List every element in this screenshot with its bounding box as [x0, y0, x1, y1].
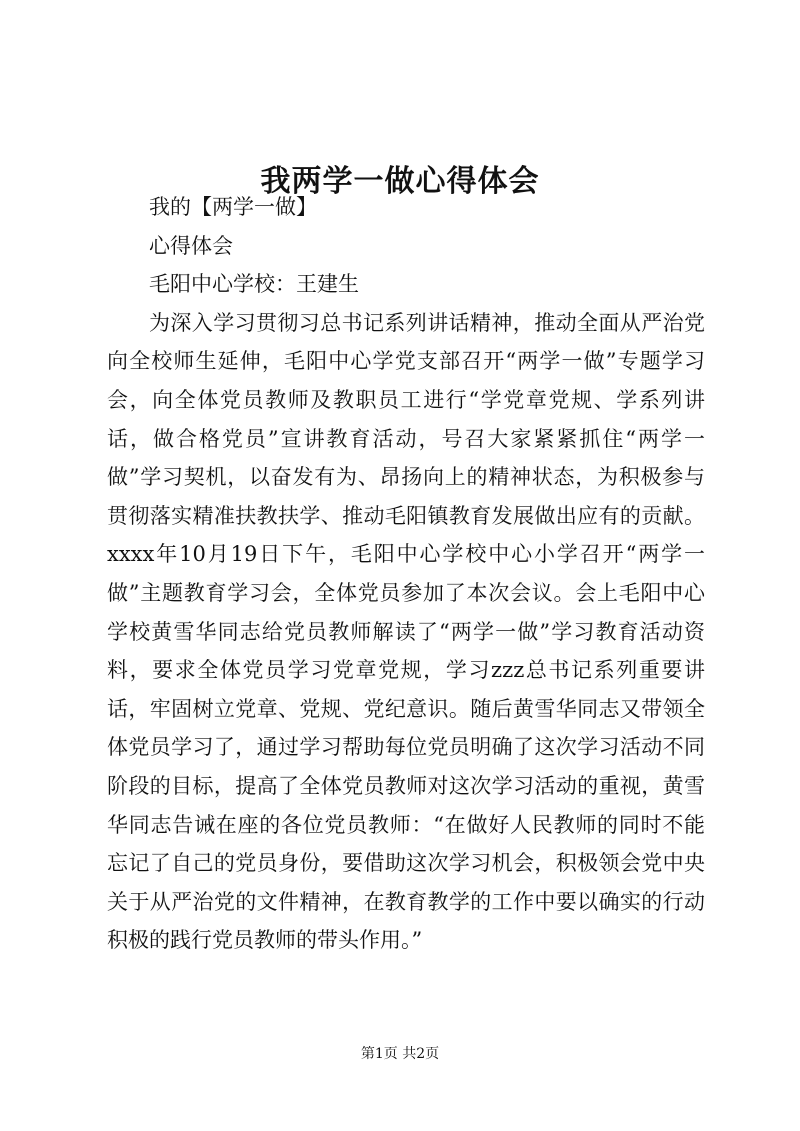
body-paragraph: 为深入学习贯彻习总书记系列讲话精神，推动全面从严治党向全校师生延伸，毛阳中心学党支部召开“两学一做”专题学习会，向全体党员教师及教职员工进行“学党章党规、学系列讲话，做合格党员”宣讲教育活动，号召大家紧紧抓住“两学一做”学习契机，以奋发有为、昂扬向上的精神状态，为积极参与贯彻落实精准扶教扶学、推动毛阳镇教育发展做出应有的贡献。xxxx年10月19日下午，毛阳中心学校中心小学召开“两学一做”主题教育学习会，全体党员参加了本次会议。会上毛阳中心学校黄雪华同志给党员教师解读了“两学一做”学习教育活动资料，要求全体党员学习党章党规，学习zzz总书记系列重要讲话，牢固树立党章、党规、党纪意识。随后黄雪华同志又带领全体党员学习了，通过学习帮助每位党员明确了这次学习活动不同阶段的目标，提高了全体党员教师对这次学习活动的重视，黄雪华同志告诫在座的各位党员教师：“在做好人民教师的同时不能忘记了自己的党员身份，要借助这次学习机会，积极领会党中央关于从严治党的文件精神，在教育教学的工作中要以确实的行动积极的践行党员教师的带头作用。” — [107, 310, 705, 953]
document-body — [107, 188, 705, 960]
document-title: 我两学一做心得体会 — [260, 164, 540, 200]
intro-line-subheading: 心得体会 — [149, 233, 233, 258]
page-footer: 第1页 共2页 — [360, 1046, 440, 1062]
intro-line-heading: 我的【两学一做】 — [149, 195, 317, 219]
author-line: 毛阳中心学校：王建生 — [149, 272, 359, 297]
